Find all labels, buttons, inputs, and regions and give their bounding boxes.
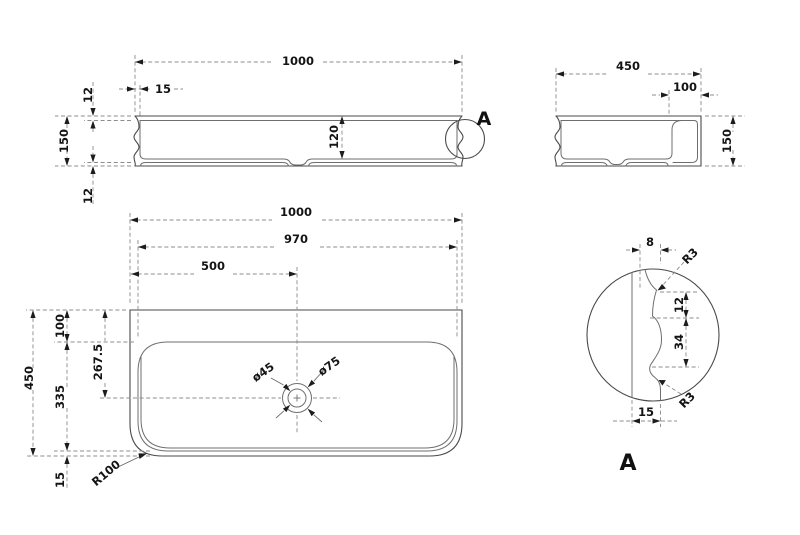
detail-boundary-circle <box>587 269 719 401</box>
front-view-arrowheads <box>64 59 462 174</box>
detail-fillet-bottom-dim: R3 <box>676 389 698 411</box>
side-basin-floor <box>561 121 666 165</box>
plan-view <box>22 205 462 490</box>
detail-lip-height-dim: 12 <box>672 296 686 314</box>
front-overall-height-dim: 150 <box>57 128 71 154</box>
front-detail-marker-label: A <box>476 108 492 130</box>
side-overall-depth-dim: 450 <box>615 59 641 73</box>
side-basin-wall <box>672 121 682 154</box>
detail-fillet-top-dim: R3 <box>679 245 701 267</box>
plan-drain-offset-y-dim: 267.5 <box>91 343 105 381</box>
side-overall-height-dim: 150 <box>720 128 734 154</box>
front-view-outline <box>134 116 463 166</box>
side-view-arrowheads <box>556 71 736 166</box>
plan-overall-width-dim: 1000 <box>279 205 313 219</box>
front-basin-depth-dim: 120 <box>327 124 341 150</box>
side-view-outline <box>555 116 701 166</box>
plan-drain-recess-dim: ø75 <box>315 353 343 379</box>
side-deck-width-dim: 100 <box>672 80 698 94</box>
plan-corner-radius-dim: R100 <box>88 457 124 489</box>
side-view-dimension-lines <box>556 68 745 166</box>
front-overall-width-dim: 1000 <box>281 54 315 68</box>
plan-drain-offset-x-dim: 500 <box>200 259 226 273</box>
front-view <box>55 54 492 204</box>
corner-radius-leader <box>118 457 140 468</box>
front-left-groove-edge <box>134 116 139 166</box>
front-rim-bottom-dim: 12 <box>81 187 95 205</box>
detail-groove-depth-dim: 8 <box>645 235 655 249</box>
plan-view-arrowheads <box>30 217 462 464</box>
detail-marker-label: A <box>619 451 637 476</box>
plan-basin-width-dim: 970 <box>283 232 309 246</box>
front-view-dimension-lines <box>55 55 462 204</box>
plan-drain-hole-dim: ø45 <box>249 359 277 385</box>
plan-overall-depth-dim: 450 <box>22 365 36 391</box>
plan-back-gap-dim: 100 <box>53 313 67 339</box>
front-basin-section <box>140 121 457 166</box>
plan-front-gap-dim: 15 <box>53 471 67 489</box>
plan-outer-shape <box>130 310 462 456</box>
plan-basin-inner <box>141 357 454 448</box>
side-groove-edge <box>555 116 560 166</box>
detail-bump-height-dim: 34 <box>672 333 686 351</box>
detail-wall-thickness-dim: 15 <box>637 405 655 419</box>
side-view <box>555 59 745 166</box>
plan-basin-rim <box>138 342 457 451</box>
front-rim-top-dim: 12 <box>81 86 95 104</box>
plan-basin-length-dim: 335 <box>53 384 67 410</box>
detail-view-a <box>587 235 719 476</box>
front-edge-inset-dim: 15 <box>154 82 172 96</box>
side-deck-profile <box>561 121 698 163</box>
plan-view-outline <box>130 310 462 456</box>
